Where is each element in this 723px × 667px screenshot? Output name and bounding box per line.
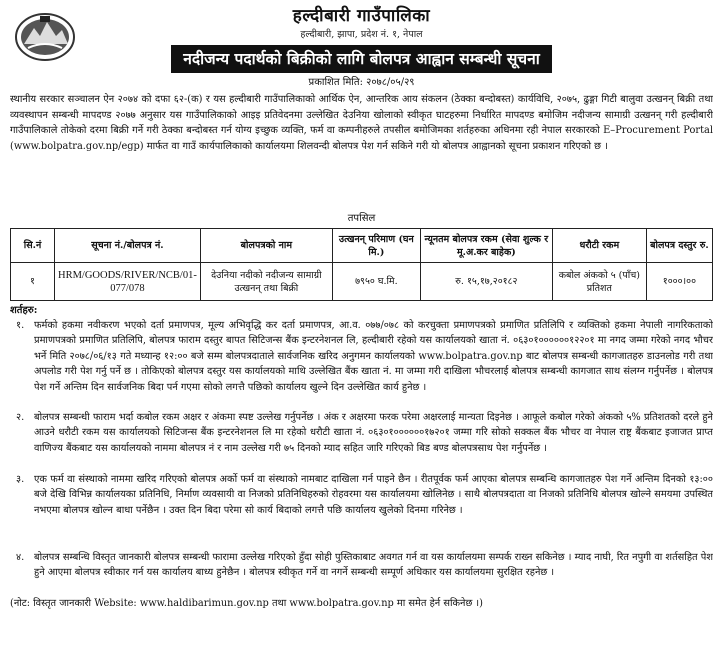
terms-heading: शर्तहरु: — [10, 305, 38, 316]
header-quantity: उत्खनन् परिमाण (घन मि.) — [332, 229, 420, 263]
cell-notice-number: HRM/GOODS/RIVER/NCB/01-077/078 — [55, 263, 201, 301]
term-text: एक फर्म वा संस्थाको नाममा खरिद गरिएको बोलपत्र अर्को फर्म वा संस्थाको नामबाट दाखिला गर्न पाइने छैन । रीतपूर्वक फर्म आएका बोलपत्र सम्बन्धि कागजातहरु पेश गर्ने अन्तिम दिनको १३:०० बजे देखि विभिन्न कार्यालयका प्रतिनिधि, निर्माण व्यवसायी वा निजको प्रतिनिधिहरुको रोहवरमा यस कार्यालयमा खोलिनेछ । साथै बोलपत्रदाता वा निजको प्रतिनिधि बोलपत्र खोल्ने समयमा उपस्थित नभएमा बोलपत्र खोल्न बाधा पर्नेछैन । उक्त दिन बिदा परेमा सो कार्य बिदाको लगत्तै पछि कार्यालय खुलेको दिनमा गरिनेछ । — [34, 474, 713, 516]
table-row — [11, 263, 713, 301]
organization-name: हल्दीबारी गाउँपालिका — [292, 6, 431, 26]
term-text: फर्मको हकमा नवीकरण भएको दर्ता प्रमाणपत्र, मूल्य अभिवृद्धि कर दर्ता प्रमाणपत्र, आ.व. ०७७/०७८ को करचुक्ता प्रमाणपत्रको प्रमाणित प्रतिलिपि र व्यक्तिको हकमा नेपाली नागरिकताको प्रमाणपत्रको प्रमाणित प्रतिलिपि, बोलपत्र फाराम दस्तुर बापत सिटिजन्स बैंक इन्टरनेशनल लि, हल्दीबारी रहेको यस कार्यालयको खाता नं. ०६३०१००००००१२२०१ मा नगद जम्मा गरेको नगद भौचर भर्ने मिति २०७८/०६/१३ गते मध्यान्ह १२:०० बजे सम्म बोलपत्रदाताले सार्वजनिक खरिद अनुगमन कार्यालयको www.bolpatra.gov.np बाट बोलपत्र सम्बन्धी कागजातहरु डाउनलोड गरी तथा अपलोड गरी पेश गर्नु पर्ने छ । तोकिएको बोलपत्र दस्तुर यस कार्यालयको माथि उल्लेखित बैंक खाता नं. मा जम्मा गरी दाखिला भौचरलाई बोलपत्र सम्बन्धी कागजात साथ संलग्न गर्नुपर्नेछ । बोलपत्र पेश गर्ने अन्तिम दिन सार्वजनिक बिदा पर्न गएमा सोको लगत्तै पछिको कार्यालय खुल्ने दिन उल्लेखित कार्य हुनेछ । — [34, 320, 713, 393]
term-number: २. — [16, 412, 25, 423]
government-emblem-icon — [14, 10, 76, 62]
terms-list — [10, 318, 713, 596]
table-header-row — [11, 229, 713, 263]
list-item — [10, 318, 713, 410]
published-date: प्रकाशित मिति: २०७८/०५/२९ — [308, 77, 415, 88]
header-bid-name: बोलपत्रको नाम — [200, 229, 332, 263]
notice-title: नदीजन्य पदार्थको बिक्रीको लागि बोलपत्र आह्वान सम्बन्धी सूचना — [171, 45, 552, 73]
term-text: बोलपत्र सम्बन्धी फाराम भर्दा कबोल रकम अक्षर र अंकमा स्पष्ट उल्लेख गर्नुपर्नेछ । अंक र अक्षरमा फरक परेमा अक्षरलाई मान्यता दिइनेछ । आफूले कबोल गरेको अंकको ५% प्रतिशतको दरले हुने आउने धरौटी रकम यस कार्यालयको सिटिजन्स बैंक इन्टरनेशनल लि मा रहेको धरौटी खाता नं. ०६३०१००००००१७२०१ जम्मा गरि सोको सक्कल बैंक भौचर वा नेपाल राष्ट्र बैंकबाट इजाजत प्राप्त वाणिज्य बैंकबाट यस कार्यालयको नाममा बोलपत्र नं र नाम उल्लेख गरी ७५ दिनको म्याद सहित जारि गरिएको बिड बण्ड बोलपत्रसाथ पेश गर्नुपर्नेछ । — [34, 412, 713, 454]
schedule-label: तपसिल — [347, 213, 376, 224]
bid-details-table — [10, 228, 713, 301]
footnote: (नोट: विस्तृत जानकारी Website: www.haldibarimun.gov.np तथा www.bolpatra.gov.np मा समेत हेर्न सकिनेछ ।) — [10, 598, 483, 609]
header-deposit: धरौटी रकम — [552, 229, 646, 263]
cell-quantity: ७९५० घ.मि. — [332, 263, 420, 301]
header-minimum-amount: न्यूनतम बोलपत्र रकम (सेवा शुल्क र मू.अ.कर बाहेक) — [420, 229, 552, 263]
intro-paragraph: स्थानीय सरकार सञ्चालन ऐन २०७४ को दफा ६२-(क) र यस हल्दीबारी गाउँपालिकाको आर्थिक ऐन, आन्तरिक आय संकलन (ठेक्का बन्दोबस्त) कार्यविधि, २०७५, ढुङ्गा गिटी बालुवा उत्खनन् बिक्री तथा व्यवस्थापन सम्बन्धी मापदण्ड २०७७ अनुसार यस गाउँपालिकाको आइइ प्रतिवेदनमा उल्लेखित देउनिया खोलाको स्वीकृत घाटहरुमा निर्धारित मापदण्ड बमोजिम नदीजन्य सामाग्री उत्खनन् गरी हल्दीबारी गाउँपालिकाले तोकेको दरमा बिक्री गर्ने गरी ठेक्का बन्दोबस्त गर्न योग्य इच्छुक व्यक्ति, फर्म वा कम्पनीहरुले तपसील बमोजिमका शर्तहरुका अधिनमा रही नेपाल सरकारको E–Procurement Portal (www.bolpatra.gov.np/egp) मार्फत वा गाउँ कार्यपालिकाको कार्यालयमा शिलवन्दी बोलपत्र पेश गर्न सकिने गरी यो बोलपत्र आह्वानको सूचना प्रकाशन गरिएको छ । — [10, 94, 713, 152]
list-item — [10, 410, 713, 472]
header-bid-fee: बोलपत्र दस्तुर रु. — [646, 229, 712, 263]
notice-header — [10, 0, 713, 73]
cell-serial: १ — [11, 263, 55, 301]
header-serial: सि.नं — [11, 229, 55, 263]
term-number: १. — [16, 320, 25, 331]
term-number: ३. — [16, 474, 25, 485]
list-item — [10, 472, 713, 550]
term-text: बोलपत्र सम्बन्धि विस्तृत जानकारी बोलपत्र सम्बन्धी फारामा उल्लेख गरिएको हुँदा सोही पुस्तिकाबाट अवगत गर्न वा यस कार्यालयमा सम्पर्क राख्न सकिनेछ । म्याद नाघी, रित नपुगी वा शर्तसहित पेश हुने आएमा बोलपत्र स्वीकार गर्न यस कार्यालय बाध्य हुनेछैन । बोलपत्र स्वीकृत गर्ने वा नगर्ने सम्बन्धी सम्पूर्ण अधिकार यस कार्यालयमा सुरक्षित रहनेछ । — [34, 552, 713, 579]
cell-minimum-amount: रु. १५,१७,२०१८२ — [420, 263, 552, 301]
cell-bid-fee: १०००।०० — [646, 263, 712, 301]
list-item — [10, 550, 713, 596]
cell-bid-name: देउनिया नदीको नदीजन्य सामाग्री उत्खनन् तथा बिक्री — [200, 263, 332, 301]
organization-address: हल्दीबारी, झापा, प्रदेश नं. १, नेपाल — [300, 29, 423, 40]
cell-deposit: कबोल अंकको ५ (पाँच) प्रतिशत — [552, 263, 646, 301]
term-number: ४. — [16, 552, 25, 563]
header-notice-number: सूचना नं./बोलपत्र नं. — [55, 229, 201, 263]
